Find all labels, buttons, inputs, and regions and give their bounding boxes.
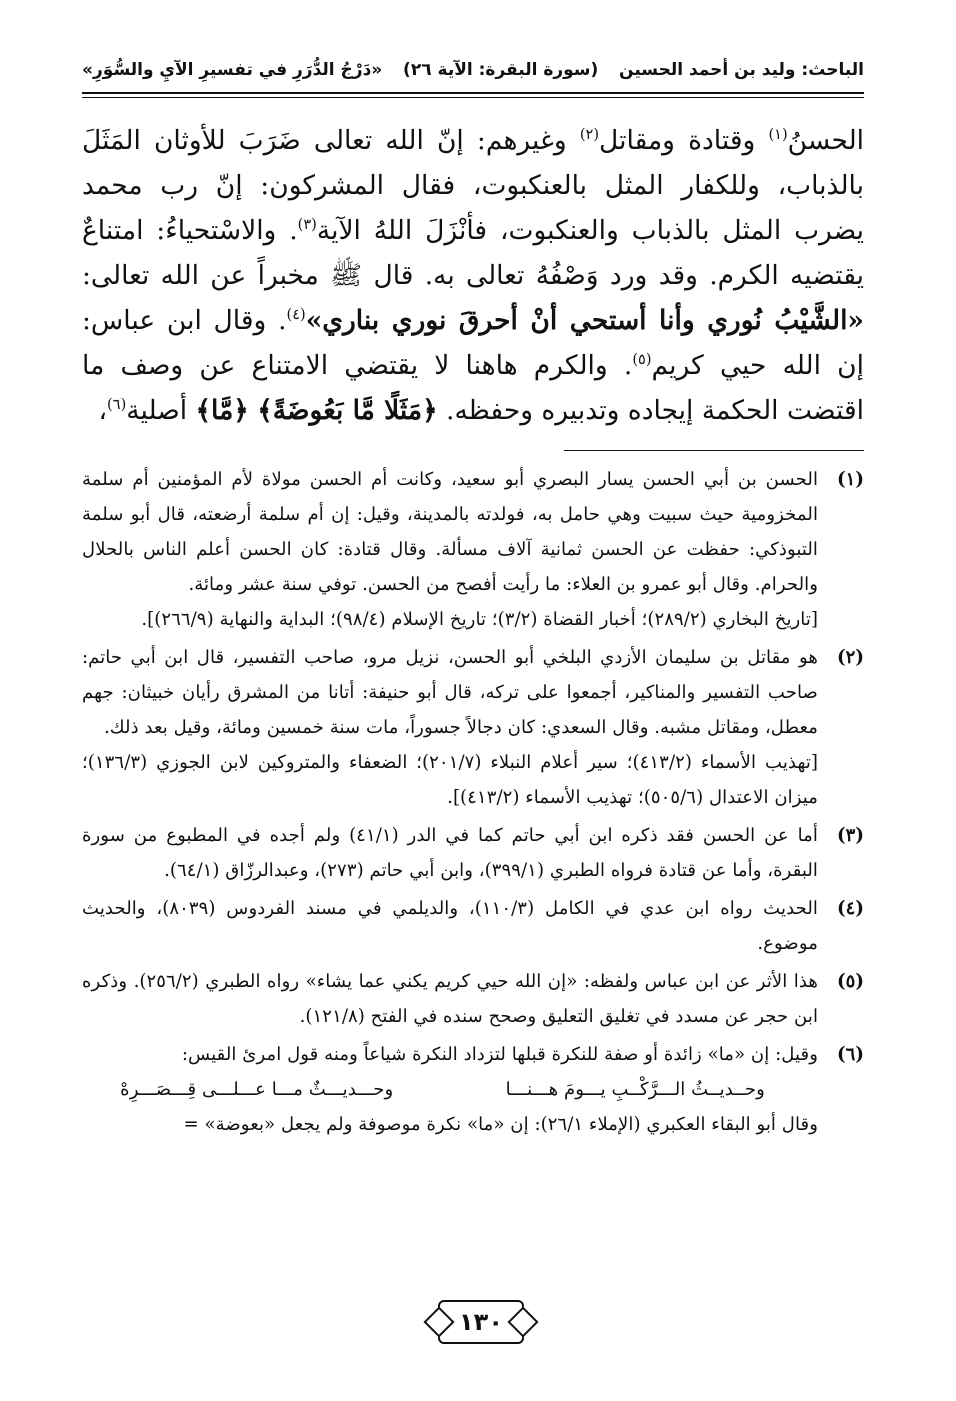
footnote-body bbox=[82, 1037, 818, 1142]
text-run: الحسنُ bbox=[787, 125, 865, 156]
footnote-ref-2[interactable]: (٢) bbox=[579, 126, 600, 144]
poem-hemistich-1: وحــديــثُ الـــرَّكْــبِ يـــومَ هـــنـــا bbox=[505, 1079, 765, 1100]
footnote-number: (٣) bbox=[837, 825, 864, 846]
main-text bbox=[82, 118, 864, 433]
footnote-ref-4[interactable]: (٤) bbox=[286, 306, 306, 324]
footnote-text: الحديث رواه ابن عدي في الكامل (١١٠/٣)، والديلمي في مسند الفردوس (٨٠٣٩)، والحديث موضوع. bbox=[82, 898, 818, 954]
text-run: وقتادة ومقاتل bbox=[599, 125, 769, 156]
header-author: الباحث: وليد بن أحمد الحسين bbox=[619, 60, 864, 80]
footnote-body bbox=[82, 891, 818, 961]
text-run: . وقال ابن عباس: إن الله حيي كريم bbox=[82, 305, 864, 381]
text-run: وغيرهم: إنّ الله تعالى ضَرَبَ للأوثان المَثَلَ بالذباب، وللكفار المثل بالعنكبوت، فقال المشركون: إنّ رب محمد يضرب المثل بالذباب والعنكبوت، فأنْزَلَ اللهُ الآية bbox=[82, 125, 864, 246]
poem-verse bbox=[82, 1072, 818, 1107]
running-header bbox=[82, 50, 864, 90]
text-run: أصلية bbox=[126, 395, 196, 426]
footnote-text: وقيل: إن «ما» زائدة أو صفة للنكرة قبلها لتزداد النكرة شياعاً ومنه قول امرئ القيس: bbox=[181, 1044, 818, 1065]
footnote-continuation: وقال أبو البقاء العكبري (الإملاء ٢٦/١): إن «ما» نكرة موصوفة ولم يجعل «بعوضة» = bbox=[183, 1114, 818, 1135]
footnote-number: (٦) bbox=[837, 1044, 864, 1065]
header-book-title: «دَرْجُ الدُّرَرِ في تفسيرِ الآيِ والسُّوَرِ» bbox=[82, 60, 383, 80]
footnote-body bbox=[82, 640, 818, 815]
footnote-number: (٤) bbox=[837, 898, 864, 919]
footnote-text: أما عن الحسن فقد ذكره ابن أبي حاتم كما في الدر (٤١/١) ولم أجده في المطبوع من سورة البقرة، وأما عن قتادة فرواه الطبري (٣٩٩/١)، وابن أبي حاتم (٢٧٣)، وعبدالرزّاق (٦٤/١). bbox=[82, 825, 818, 881]
page-number-text: ١٣٠ bbox=[459, 1308, 503, 1336]
footnote-separator bbox=[564, 450, 864, 451]
footnote-text: هو مقاتل بن سليمان الأزدي البلخي أبو الحسن، نزيل مرو، صاحب التفسير، قال ابن أبي حاتم: صاحب التفسير والمناكير، أجمعوا على تركه، قال أبو حنيفة: أتانا من المشرق رأيان خبيثان: جهم معطل، ومقاتل مشبه. وقال السعدي: كان دجالاً جسوراً، مات سنة خمسين ومائة، وقيل بعد ذلك. bbox=[82, 647, 818, 738]
quran-quote-ma: ﴿مَّا﴾ bbox=[195, 395, 249, 426]
footnote-5 bbox=[82, 964, 864, 1034]
footnote-6 bbox=[82, 1037, 864, 1142]
footnote-number: (١) bbox=[837, 469, 864, 490]
hadith-quote: «الشَّيْبُ نُوري وأنا أستحي أنْ أحرقَ نوري بناري» bbox=[305, 305, 864, 336]
footnote-sources: [تاريخ البخاري (٢٨٩/٢)؛ أخبار القضاة (٣/٢)؛ تاريخ الإسلام (٩٨/٤)؛ البداية والنهاية (٢٦٦/٩)]. bbox=[141, 609, 818, 630]
footnote-body bbox=[82, 818, 818, 888]
footnote-ref-5[interactable]: (٥) bbox=[632, 351, 652, 369]
footnote-text: هذا الأثر عن ابن عباس ولفظه: «إن الله حيي كريم يكني عما يشاء» رواه الطبري (٢٥٦/٢). وذكره ابن حجر عن مسدد في تغليق التعليق وصحح سنده في الفتح (١٢١/٨). bbox=[82, 971, 818, 1027]
header-rule bbox=[82, 92, 864, 94]
footnote-text: الحسن بن أبي الحسن يسار البصري أبو سعيد، وكانت أم الحسن مولاة لأم المؤمنين أم سلمة المخزومية حيث سبيت وهي حامل به، فولدته بالمدينة، وقيل: إن أم سلمة أرضعته، قال أبو سلمة التبوذكي: حفظت عن الحسن ثمانية آلاف مسألة. وقال قتادة: كان الحسن أعلم الناس بالحلال والحرام. وقال أبو عمرو بن العلاء: ما رأيت أفصح من الحسن. توفي سنة عشر ومائة. bbox=[82, 469, 818, 595]
text-run: . والاسْتحياءُ: امتناعٌ يقتضيه الكرم. وقد ورد وَصْفُهُ تعالى به. قال ﷺ مخبراً عن الله تعالى: bbox=[82, 215, 864, 291]
poem-hemistich-2: وحـــديـــثٌ مـــا عـــلـــى قِـــصَـــرِهْ bbox=[120, 1079, 394, 1100]
footnote-1 bbox=[82, 462, 864, 637]
footnote-ref-6[interactable]: (٦) bbox=[107, 396, 127, 414]
main-paragraph bbox=[82, 118, 864, 433]
footnote-ref-1[interactable]: (١) bbox=[768, 126, 788, 144]
header-rule-thin bbox=[82, 97, 864, 98]
footnote-4 bbox=[82, 891, 864, 961]
footnote-body bbox=[82, 964, 818, 1034]
footnote-ref-3[interactable]: (٣) bbox=[297, 216, 317, 234]
footnotes bbox=[82, 462, 864, 1145]
footnote-body bbox=[82, 462, 818, 637]
text-run: . والكرم هاهنا لا يقتضي الامتناع عن وصف ما اقتضت الحكمة إيجاده وتدبيره وحفظه. bbox=[82, 350, 864, 426]
footnote-sources: [تهذيب الأسماء (٤١٣/٢)؛ سير أعلام النبلاء (٢٠١/٧)؛ الضعفاء والمتروكين لابن الجوزي (١٣٦/٣)؛ ميزان الاعتدال (٥٠٥/٦)؛ تهذيب الأسماء (٤١٣/٢)]. bbox=[82, 752, 818, 808]
text-run: ، bbox=[98, 395, 108, 426]
page-number bbox=[438, 1300, 524, 1344]
footnote-number: (٥) bbox=[837, 971, 864, 992]
footnote-number: (٢) bbox=[837, 647, 864, 668]
footnote-3 bbox=[82, 818, 864, 888]
header-surah: (سورة البقرة: الآية ٢٦) bbox=[403, 60, 599, 80]
quran-quote: ﴿مَثَلًا مَّا بَعُوضَةً﴾ bbox=[257, 395, 438, 426]
footnote-2 bbox=[82, 640, 864, 815]
